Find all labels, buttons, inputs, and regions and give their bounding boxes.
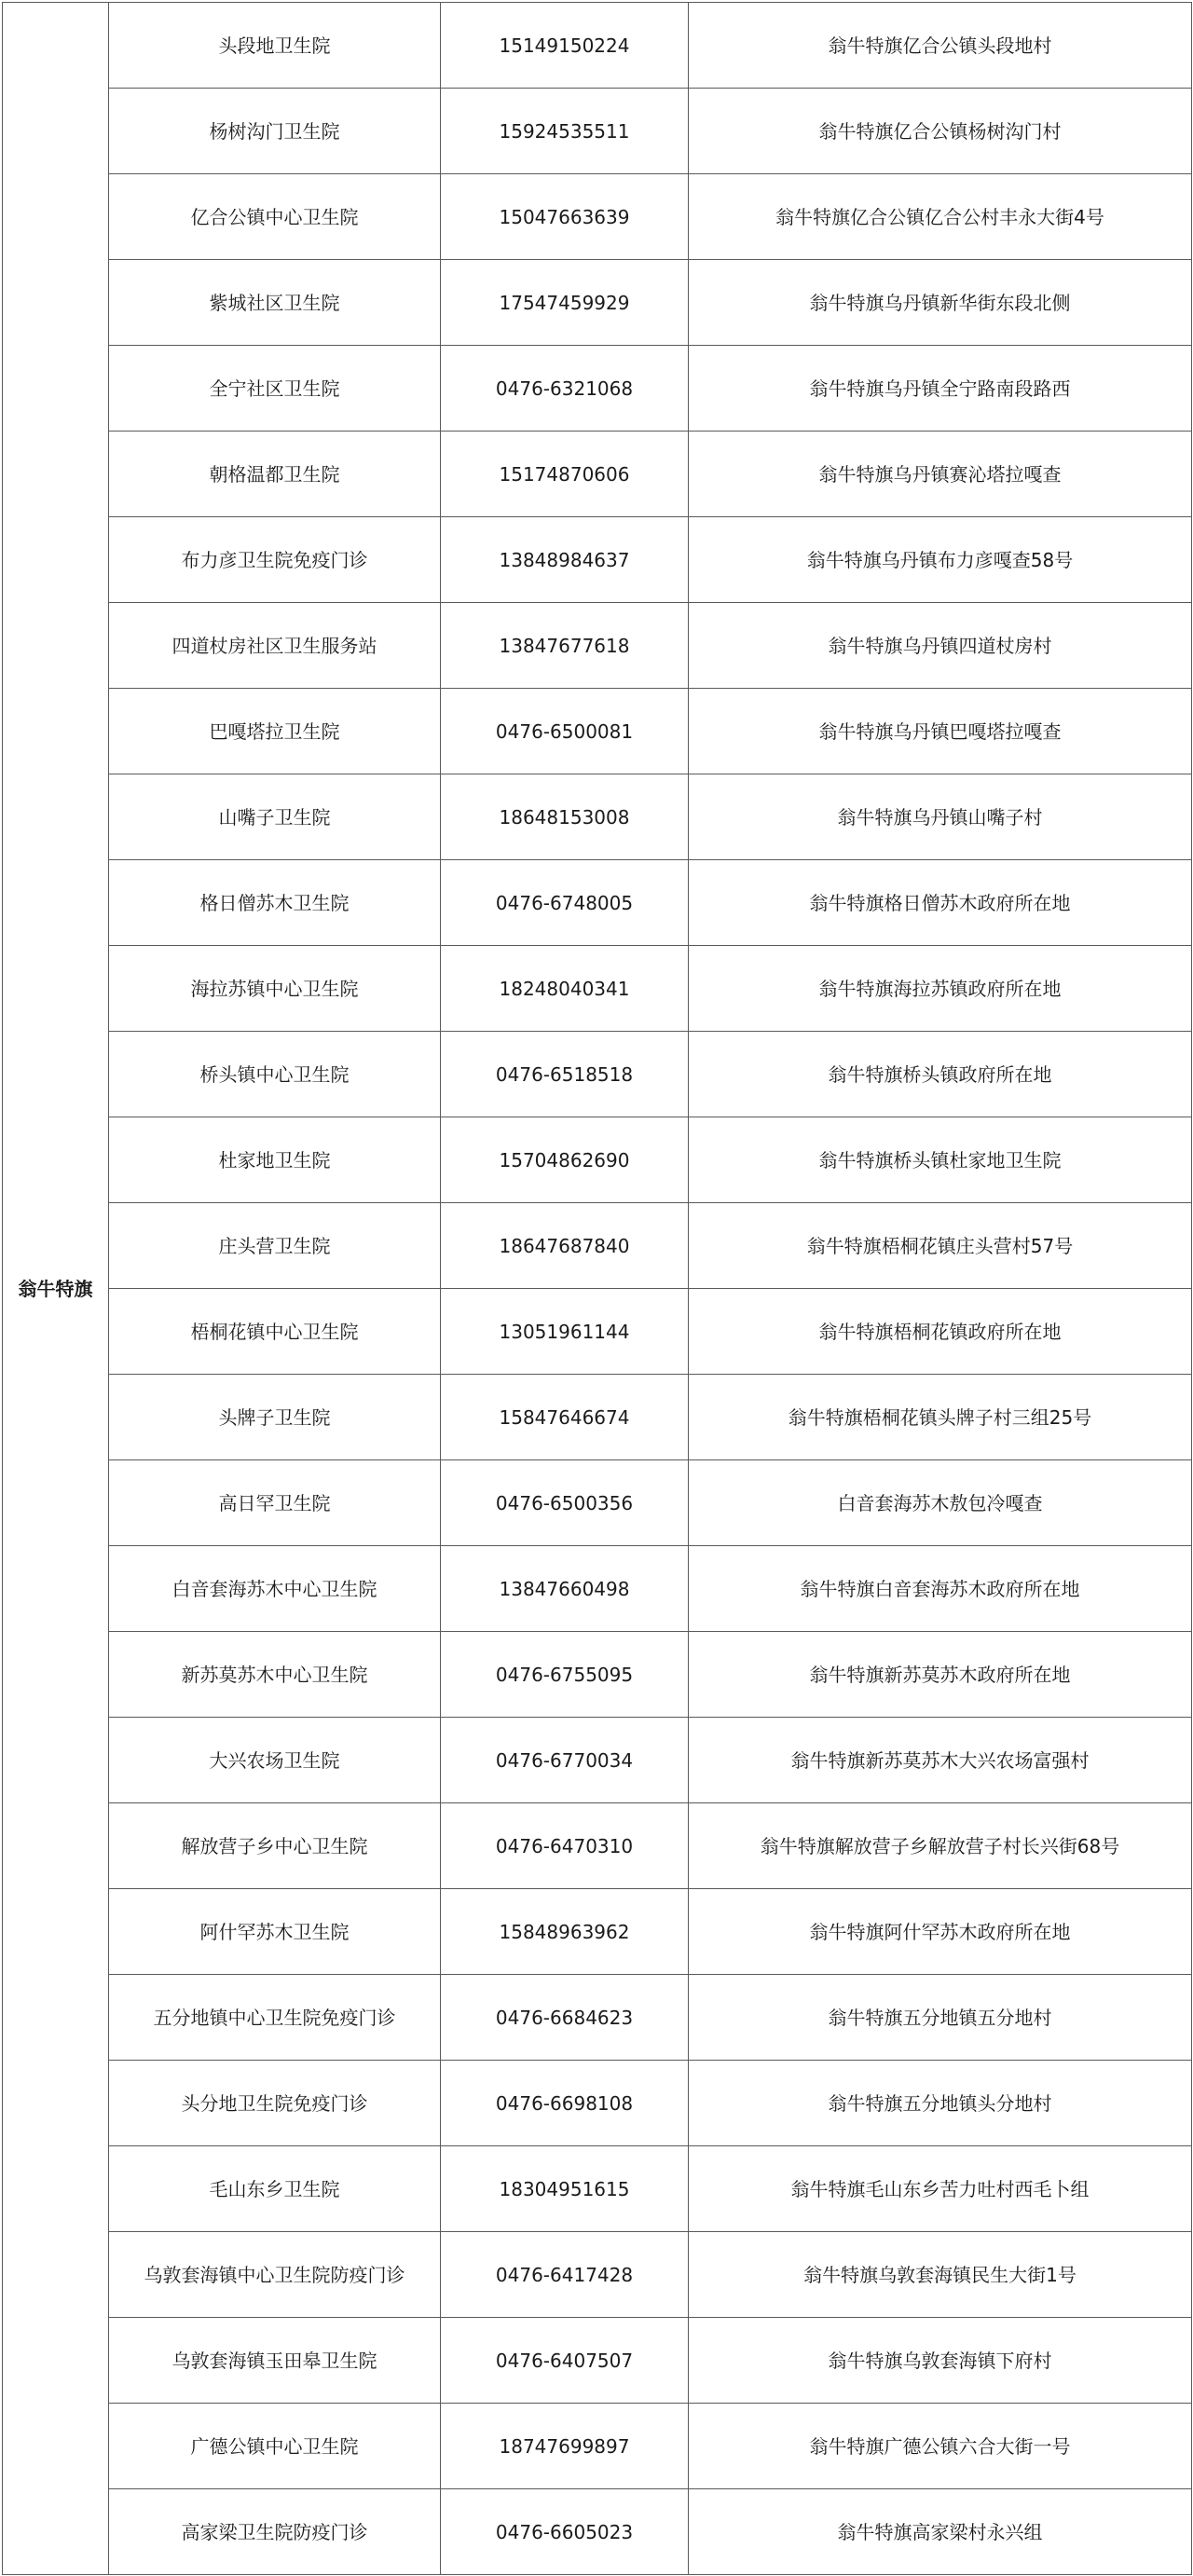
table-row	[3, 432, 1192, 517]
clinic-name-cell: 庄头营卫生院	[109, 1203, 441, 1289]
table-row	[3, 1460, 1192, 1546]
phone-cell: 18304951615	[441, 2146, 689, 2232]
clinic-name-cell: 高日罕卫生院	[109, 1460, 441, 1546]
clinic-name-cell: 杨树沟门卫生院	[109, 89, 441, 174]
address-cell: 翁牛特旗乌丹镇布力彦嘎查58号	[689, 517, 1192, 603]
phone-cell: 15848963962	[441, 1889, 689, 1975]
region-cell: 翁牛特旗	[3, 3, 109, 2575]
clinic-name-cell: 布力彦卫生院免疫门诊	[109, 517, 441, 603]
phone-cell: 0476-6755095	[441, 1632, 689, 1718]
address-cell: 翁牛特旗阿什罕苏木政府所在地	[689, 1889, 1192, 1975]
address-cell: 翁牛特旗格日僧苏木政府所在地	[689, 860, 1192, 946]
address-cell: 翁牛特旗乌丹镇四道杖房村	[689, 603, 1192, 689]
phone-cell: 0476-6770034	[441, 1718, 689, 1803]
table-row	[3, 1803, 1192, 1889]
address-cell: 翁牛特旗梧桐花镇头牌子村三组25号	[689, 1375, 1192, 1460]
address-cell: 翁牛特旗乌敦套海镇下府村	[689, 2318, 1192, 2404]
clinic-name-cell: 朝格温都卫生院	[109, 432, 441, 517]
clinic-name-cell: 阿什罕苏木卫生院	[109, 1889, 441, 1975]
address-cell: 翁牛特旗毛山东乡苦力吐村西毛卜组	[689, 2146, 1192, 2232]
clinic-name-cell: 全宁社区卫生院	[109, 346, 441, 432]
phone-cell: 15847646674	[441, 1375, 689, 1460]
table-row	[3, 3, 1192, 89]
phone-cell: 0476-6417428	[441, 2232, 689, 2318]
address-cell: 翁牛特旗广德公镇六合大街一号	[689, 2404, 1192, 2489]
phone-cell: 0476-6698108	[441, 2061, 689, 2146]
phone-cell: 0476-6500081	[441, 689, 689, 774]
address-cell: 白音套海苏木敖包冷嘎查	[689, 1460, 1192, 1546]
phone-cell: 15704862690	[441, 1117, 689, 1203]
clinic-name-cell: 亿合公镇中心卫生院	[109, 174, 441, 260]
table-row	[3, 860, 1192, 946]
address-cell: 翁牛特旗乌丹镇赛沁塔拉嘎查	[689, 432, 1192, 517]
clinic-name-cell: 四道杖房社区卫生服务站	[109, 603, 441, 689]
clinic-name-cell: 高家梁卫生院防疫门诊	[109, 2489, 441, 2575]
table-row	[3, 1032, 1192, 1117]
phone-cell: 0476-6518518	[441, 1032, 689, 1117]
address-cell: 翁牛特旗梧桐花镇政府所在地	[689, 1289, 1192, 1375]
phone-cell: 0476-6407507	[441, 2318, 689, 2404]
phone-cell: 15174870606	[441, 432, 689, 517]
phone-cell: 18648153008	[441, 774, 689, 860]
address-cell: 翁牛特旗亿合公镇亿合公村丰永大街4号	[689, 174, 1192, 260]
clinic-name-cell: 广德公镇中心卫生院	[109, 2404, 441, 2489]
table-row	[3, 260, 1192, 346]
table-row	[3, 1632, 1192, 1718]
phone-cell: 13051961144	[441, 1289, 689, 1375]
table-row	[3, 2489, 1192, 2575]
address-cell: 翁牛特旗桥头镇政府所在地	[689, 1032, 1192, 1117]
table-row	[3, 1289, 1192, 1375]
address-cell: 翁牛特旗乌丹镇全宁路南段路西	[689, 346, 1192, 432]
table-row	[3, 1203, 1192, 1289]
clinic-name-cell: 杜家地卫生院	[109, 1117, 441, 1203]
table-row	[3, 774, 1192, 860]
clinic-name-cell: 毛山东乡卫生院	[109, 2146, 441, 2232]
table-row	[3, 2146, 1192, 2232]
table-row	[3, 1546, 1192, 1632]
address-cell: 翁牛特旗乌敦套海镇民生大街1号	[689, 2232, 1192, 2318]
clinic-table	[2, 2, 1192, 2575]
address-cell: 翁牛特旗乌丹镇巴嘎塔拉嘎查	[689, 689, 1192, 774]
clinic-name-cell: 大兴农场卫生院	[109, 1718, 441, 1803]
phone-cell: 15149150224	[441, 3, 689, 89]
clinic-name-cell: 头段地卫生院	[109, 3, 441, 89]
phone-cell: 15924535511	[441, 89, 689, 174]
table-body	[3, 3, 1192, 2575]
address-cell: 翁牛特旗新苏莫苏木大兴农场富强村	[689, 1718, 1192, 1803]
table-row	[3, 1117, 1192, 1203]
table-row	[3, 1889, 1192, 1975]
phone-cell: 0476-6748005	[441, 860, 689, 946]
clinic-name-cell: 五分地镇中心卫生院免疫门诊	[109, 1975, 441, 2061]
address-cell: 翁牛特旗亿合公镇头段地村	[689, 3, 1192, 89]
table-row	[3, 89, 1192, 174]
table-row	[3, 1718, 1192, 1803]
clinic-name-cell: 紫城社区卫生院	[109, 260, 441, 346]
phone-cell: 0476-6500356	[441, 1460, 689, 1546]
table-row	[3, 2232, 1192, 2318]
table-row	[3, 1975, 1192, 2061]
phone-cell: 0476-6321068	[441, 346, 689, 432]
clinic-name-cell: 头分地卫生院免疫门诊	[109, 2061, 441, 2146]
address-cell: 翁牛特旗白音套海苏木政府所在地	[689, 1546, 1192, 1632]
phone-cell: 0476-6470310	[441, 1803, 689, 1889]
table-row	[3, 346, 1192, 432]
address-cell: 翁牛特旗解放营子乡解放营子村长兴街68号	[689, 1803, 1192, 1889]
phone-cell: 17547459929	[441, 260, 689, 346]
clinic-name-cell: 头牌子卫生院	[109, 1375, 441, 1460]
phone-cell: 0476-6684623	[441, 1975, 689, 2061]
table-row	[3, 946, 1192, 1032]
address-cell: 翁牛特旗五分地镇五分地村	[689, 1975, 1192, 2061]
address-cell: 翁牛特旗五分地镇头分地村	[689, 2061, 1192, 2146]
table-row	[3, 1375, 1192, 1460]
table-row	[3, 2318, 1192, 2404]
clinic-name-cell: 梧桐花镇中心卫生院	[109, 1289, 441, 1375]
clinic-name-cell: 乌敦套海镇玉田皋卫生院	[109, 2318, 441, 2404]
table-row	[3, 174, 1192, 260]
address-cell: 翁牛特旗乌丹镇山嘴子村	[689, 774, 1192, 860]
phone-cell: 13848984637	[441, 517, 689, 603]
phone-cell: 18647687840	[441, 1203, 689, 1289]
clinic-name-cell: 山嘴子卫生院	[109, 774, 441, 860]
table-row	[3, 517, 1192, 603]
phone-cell: 18747699897	[441, 2404, 689, 2489]
table-row	[3, 2061, 1192, 2146]
clinic-name-cell: 桥头镇中心卫生院	[109, 1032, 441, 1117]
phone-cell: 13847677618	[441, 603, 689, 689]
clinic-name-cell: 新苏莫苏木中心卫生院	[109, 1632, 441, 1718]
address-cell: 翁牛特旗海拉苏镇政府所在地	[689, 946, 1192, 1032]
clinic-name-cell: 格日僧苏木卫生院	[109, 860, 441, 946]
address-cell: 翁牛特旗梧桐花镇庄头营村57号	[689, 1203, 1192, 1289]
clinic-name-cell: 巴嘎塔拉卫生院	[109, 689, 441, 774]
phone-cell: 15047663639	[441, 174, 689, 260]
address-cell: 翁牛特旗乌丹镇新华街东段北侧	[689, 260, 1192, 346]
address-cell: 翁牛特旗亿合公镇杨树沟门村	[689, 89, 1192, 174]
address-cell: 翁牛特旗高家梁村永兴组	[689, 2489, 1192, 2575]
phone-cell: 13847660498	[441, 1546, 689, 1632]
phone-cell: 0476-6605023	[441, 2489, 689, 2575]
address-cell: 翁牛特旗桥头镇杜家地卫生院	[689, 1117, 1192, 1203]
address-cell: 翁牛特旗新苏莫苏木政府所在地	[689, 1632, 1192, 1718]
phone-cell: 18248040341	[441, 946, 689, 1032]
table-row	[3, 603, 1192, 689]
clinic-name-cell: 白音套海苏木中心卫生院	[109, 1546, 441, 1632]
table-row	[3, 2404, 1192, 2489]
clinic-name-cell: 解放营子乡中心卫生院	[109, 1803, 441, 1889]
table-row	[3, 689, 1192, 774]
clinic-name-cell: 乌敦套海镇中心卫生院防疫门诊	[109, 2232, 441, 2318]
clinic-name-cell: 海拉苏镇中心卫生院	[109, 946, 441, 1032]
